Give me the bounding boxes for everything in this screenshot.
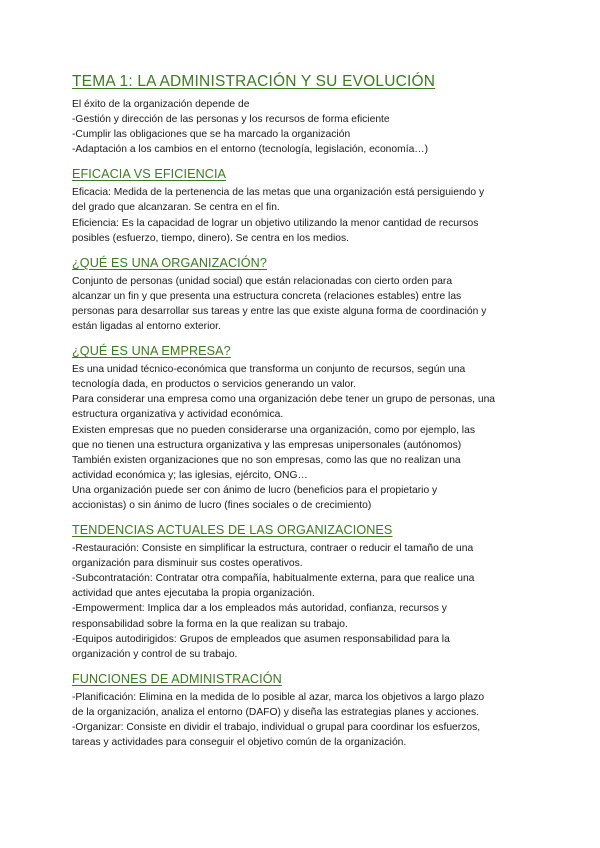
section-gap bbox=[72, 246, 550, 255]
paragraph-line: actividad que antes ejecutaba la propia organización. bbox=[72, 588, 315, 600]
paragraph-line: del grado que alcanzaran. Se centra en el fin. bbox=[72, 202, 280, 214]
intro-line: -Gestión y dirección de las personas y los recursos de forma eficiente bbox=[72, 114, 390, 126]
paragraph-line: Es una unidad técnico-económica que transforma un conjunto de recursos, según una bbox=[72, 364, 466, 376]
paragraph-line: -Restauración: Consiste en simplificar la estructura, contraer o reducir el tamaño de una bbox=[72, 543, 474, 555]
paragraph-line: tareas y actividades para conseguir el objetivo común de la organización. bbox=[72, 737, 407, 749]
paragraph-line: -Planificación: Elimina en la medida de lo posible al azar, marca los objetivos a largo plazo bbox=[72, 691, 485, 703]
section-heading: FUNCIONES DE ADMINISTRACIÓN bbox=[72, 671, 282, 686]
page-title: TEMA 1: LA ADMINISTRACIÓN Y SU EVOLUCIÓN bbox=[72, 73, 436, 90]
section-empresa bbox=[72, 343, 550, 513]
section-heading: ¿QUÉ ES UNA EMPRESA? bbox=[72, 344, 231, 359]
paragraph-line: organización para disminuir sus costes operativos. bbox=[72, 558, 303, 570]
section-eficacia bbox=[72, 166, 550, 245]
section-gap bbox=[72, 662, 550, 671]
paragraph-line: posibles (esfuerzo, tiempo, dinero). Se centra en los medios. bbox=[72, 232, 350, 244]
section-funciones bbox=[72, 671, 550, 750]
section-gap bbox=[72, 157, 550, 166]
paragraph-line: Existen empresas que no pueden considerarse una organización, como por ejemplo, las bbox=[72, 424, 475, 436]
paragraph-line: -Empowerment: Implica dar a los empleados más autoridad, confianza, recursos y bbox=[72, 603, 447, 615]
intro-section bbox=[72, 97, 550, 157]
section-heading: ¿QUÉ ES UNA ORGANIZACIÓN? bbox=[72, 255, 267, 270]
paragraph-line: que no tienen una estructura organizativa y las empresas unipersonales (autónomos) bbox=[72, 439, 462, 451]
paragraph-line: organización y control de su trabajo. bbox=[72, 648, 238, 660]
section-heading: EFICACIA VS EFICIENCIA bbox=[72, 167, 227, 182]
paragraph-line: responsabilidad sobre la forma en la que realizan su trabajo. bbox=[72, 618, 348, 630]
section-gap bbox=[72, 334, 550, 343]
intro-line: -Adaptación a los cambios en el entorno (tecnología, legislación, economía…) bbox=[72, 144, 429, 156]
intro-line: -Cumplir las obligaciones que se ha marcado la organización bbox=[72, 129, 351, 141]
paragraph-line: están ligadas al entorno exterior. bbox=[72, 321, 221, 333]
section-organizacion bbox=[72, 255, 550, 334]
paragraph-line: -Subcontratación: Contratar otra compañía, habitualmente externa, para que realice una bbox=[72, 573, 475, 585]
paragraph-line: Eficacia: Medida de la pertenencia de las metas que una organización está persiguiendo y bbox=[72, 187, 485, 199]
paragraph-line: -Equipos autodirigidos: Grupos de empleados que asumen responsabilidad para la bbox=[72, 633, 450, 645]
paragraph-line: actividad económica y; las iglesias, ejército, ONG… bbox=[72, 469, 308, 481]
section-heading: TENDENCIAS ACTUALES DE LAS ORGANIZACIONES bbox=[72, 523, 393, 538]
paragraph-line: -Organizar: Consiste en dividir el trabajo, individual o grupal para coordinar los esfuerzos, bbox=[72, 722, 481, 733]
paragraph-line: alcanzar un fin y que presenta una estructura concreta (relaciones estables) entre las bbox=[72, 290, 462, 302]
section-tendencias bbox=[72, 522, 550, 662]
paragraph-line: Para considerar una empresa como una organización debe tener un grupo de personas, una bbox=[72, 394, 496, 406]
paragraph-line: accionistas) o sin ánimo de lucro (fines sociales o de crecimiento) bbox=[72, 499, 372, 511]
paragraph-line: Eficiencia: Es la capacidad de lograr un objetivo utilizando la menor cantidad de recursos bbox=[72, 217, 479, 229]
paragraph-line: estructura organizativa y actividad económica. bbox=[72, 409, 284, 421]
paragraph-line: También existen organizaciones que no son empresas, como las que no realizan una bbox=[72, 454, 461, 466]
paragraph-line: de la organización, analiza el entorno (DAFO) y diseña las estrategias planes y acciones. bbox=[72, 706, 479, 718]
paragraph-line: personas para desarrollar sus tareas y entre las que existe alguna forma de coordinación y bbox=[72, 305, 487, 317]
paragraph-line: Una organización puede ser con ánimo de lucro (beneficios para el propietario y bbox=[72, 484, 438, 496]
intro-line: El éxito de la organización depende de bbox=[72, 99, 250, 110]
paragraph-line: tecnología dada, en productos o servicios generando un valor. bbox=[72, 379, 356, 391]
paragraph-line: Conjunto de personas (unidad social) que están relacionadas con cierto orden para bbox=[72, 275, 453, 287]
section-gap bbox=[72, 513, 550, 522]
